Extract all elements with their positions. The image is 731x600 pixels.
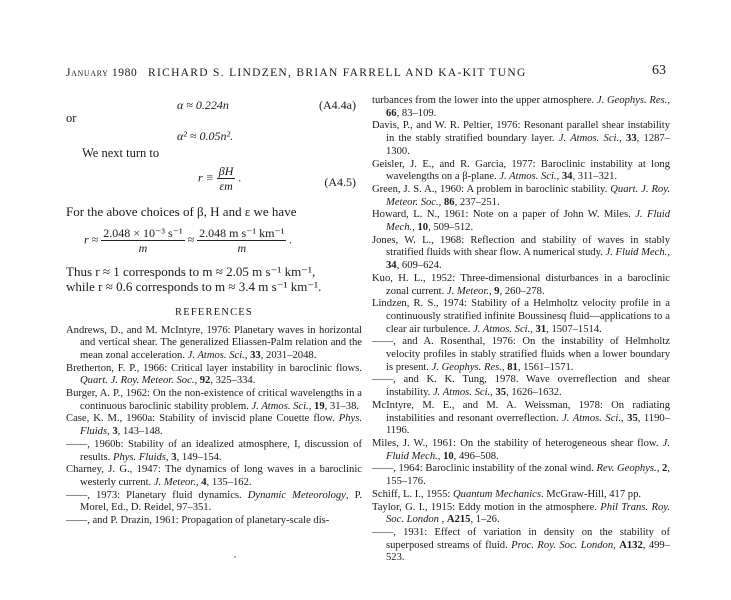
reference-fragment: Miles, J. W., 1961: On the stability of heterogeneous shear flow. — [372, 437, 663, 449]
reference-fragment: Phys. Fluids — [80, 413, 362, 438]
reference-fragment: , 149–154. — [176, 451, 222, 463]
reference-fragment: J. Geophys. Res. — [596, 95, 668, 106]
reference-fragment: , — [621, 412, 628, 424]
reference-fragment: , 155–176. — [386, 463, 670, 488]
reference-fragment: J. Atmos. Sci. — [432, 387, 491, 399]
equation-r-value-expr — [84, 226, 292, 255]
reference-entry — [372, 273, 670, 298]
equation-a4-5-fraction — [217, 164, 236, 193]
reference-entry — [66, 413, 362, 438]
reference-fragment: J. Meteor. — [153, 476, 196, 488]
reference-list-left — [66, 325, 362, 528]
reference-fragment: , P. Morel, Ed., D. Reidel, 97–351. — [80, 489, 362, 514]
equation-r-value-fraction-2 — [197, 226, 286, 255]
equation-a4-4a-number: (A4.4a) — [319, 98, 356, 112]
reference-fragment: , — [438, 514, 447, 526]
thus-line-1: Thus r ≈ 1 corresponds to m ≈ 2.05 m s⁻¹ km⁻¹, — [66, 263, 316, 279]
equation-r-value-denominator-2: m — [237, 240, 247, 255]
reference-fragment: J. Atmos. Sci. — [251, 400, 309, 412]
reference-entry — [372, 489, 670, 502]
reference-fragment: , — [412, 222, 418, 234]
reference-entry — [66, 325, 362, 363]
equation-a4-5-lhs: r ≡ — [198, 170, 214, 185]
reference-entry — [372, 159, 670, 184]
reference-entry — [372, 209, 670, 234]
reference-fragment: J. Atmos. Sci. — [558, 133, 620, 145]
reference-fragment: , — [556, 171, 562, 183]
equation-r-value-lhs: r ≈ — [84, 231, 99, 246]
reference-fragment: J. Meteor. — [446, 285, 489, 297]
reference-fragment: turbances from the lower into the upper atmosphere. — [372, 95, 597, 106]
reference-fragment: ——, 1931: Effect of variation in density on the stability of superposed streams of fluid. — [372, 526, 670, 551]
reference-fragment: ——, and A. Rosenthal, 1976: On the instability of Helmholtz velocity profiles in stably stratified fluids when a lower boundary is present. — [372, 336, 670, 373]
reference-fragment: , — [613, 539, 620, 551]
reference-fragment: , 260–278. — [499, 285, 545, 297]
equation-a4-5 — [66, 164, 362, 200]
reference-fragment: Quart. J. Roy. Meteor. Soc. — [386, 183, 670, 208]
reference-fragment: , 31–38. — [324, 400, 360, 412]
reference-fragment: A215 — [446, 514, 471, 526]
reference-entry — [372, 336, 670, 374]
reference-fragment: Schiff, L. I., 1955: — [372, 488, 454, 500]
reference-fragment: 86 — [443, 196, 455, 208]
reference-fragment: , — [530, 323, 536, 335]
reference-entry — [372, 120, 670, 158]
equation-r-value-numerator-2: 2.048 m s⁻¹ km⁻¹ — [199, 225, 285, 240]
reference-entry — [66, 363, 362, 388]
equation-a4-4a-expr: α ≈ 0.224n — [177, 98, 229, 112]
reference-entry — [372, 235, 670, 273]
reference-fragment: 35 — [495, 387, 507, 399]
reference-fragment: McIntyre, M. E., and M. A. Weissman, 1978: On radiating instabilities and resonant overreflection. — [372, 399, 670, 424]
reference-fragment: , 1626–1632. — [506, 387, 562, 399]
reference-fragment: 9 — [494, 285, 500, 297]
reference-fragment: 92 — [199, 375, 211, 387]
running-authors: RICHARD S. LINDZEN, BRIAN FARRELL AND KA-KIT TUNG — [148, 67, 527, 79]
reference-entry — [372, 298, 670, 336]
reference-fragment: 4 — [201, 476, 207, 488]
reference-fragment: Proc. Roy. Soc. London — [511, 539, 614, 551]
reference-fragment: ——, 1960b: Stability of an idealized atmosphere, I, discussion of results. — [66, 438, 362, 463]
reference-entry — [372, 400, 670, 438]
thus-line-2: while r ≈ 0.6 corresponds to m ≈ 3.4 m s⁻¹ km⁻¹. — [66, 279, 322, 294]
reference-fragment: , 2031–2048. — [260, 349, 317, 361]
reference-fragment: , — [488, 285, 495, 297]
reference-fragment: . McGraw-Hill, 417 pp. — [540, 488, 642, 500]
reference-fragment: Howard, L. N., 1961: Note on a paper of John W. Miles. — [372, 209, 636, 221]
reference-fragment: 10 — [417, 222, 429, 234]
reference-entry — [66, 515, 362, 528]
reference-fragment: , 1287–1300. — [386, 133, 671, 157]
reference-entry — [372, 527, 670, 565]
reference-entry — [66, 439, 362, 464]
reference-fragment: 34 — [561, 171, 573, 183]
reference-fragment: , 1507–1514. — [546, 323, 602, 335]
equation-a4-5-numerator: βH — [218, 164, 234, 178]
equation-r-value-period: . — [289, 231, 293, 246]
reference-fragment: Andrews, D., and M. McIntyre, 1976: Planetary waves in horizontal and vertical shear. The generalized Eliassen-Palm relation and the mean zonal acceleration. — [66, 324, 362, 361]
reference-entry — [372, 438, 670, 463]
references-heading: REFERENCES — [175, 306, 253, 318]
equation-r-value — [66, 224, 362, 264]
reference-fragment: 34 — [386, 260, 397, 272]
reference-fragment: , — [501, 361, 508, 373]
reference-entry — [372, 502, 670, 527]
or-word: or — [66, 111, 77, 125]
reference-fragment: , — [194, 375, 200, 387]
reference-fragment: 2 — [662, 463, 668, 475]
reference-fragment: , — [107, 426, 113, 438]
equation-r-value-approx: ≈ — [187, 231, 195, 246]
reference-fragment: J. Atmos. Sci. — [187, 349, 245, 361]
page-header — [66, 63, 666, 83]
reference-entry — [372, 95, 670, 120]
reference-fragment: 66 — [386, 107, 397, 119]
reference-fragment: 19 — [314, 400, 325, 412]
reference-fragment: , 1–26. — [470, 514, 500, 526]
reference-fragment: 33 — [250, 349, 261, 361]
reference-fragment: , 1561–1571. — [517, 361, 574, 373]
reference-fragment: , — [656, 463, 663, 475]
reference-fragment: Case, K. M., 1960a: Stability of inviscid plane Couette flow. — [66, 413, 339, 425]
reference-fragment: 10 — [443, 450, 454, 462]
reference-fragment: , 496–508. — [453, 450, 499, 462]
reference-fragment: Burger, A. P., 1962: On the non-existence of critical wavelengths in a continuous baroclinic stability problem. — [66, 388, 362, 412]
reference-fragment: Kuo, H. L., 1952: Three-dimensional disturbances in a baroclinic zonal current. — [372, 272, 670, 297]
reference-fragment: Phys. Fluids — [112, 451, 166, 463]
equation-r-value-numerator-1: 2.048 × 10⁻³ s⁻¹ — [103, 225, 183, 240]
reference-fragment: , — [308, 400, 315, 412]
reference-fragment: 81 — [507, 361, 518, 373]
reference-fragment: ——, 1964: Baroclinic instability of the zonal wind. — [372, 463, 597, 475]
left-column — [66, 95, 362, 528]
reference-fragment: , 609–624. — [396, 260, 442, 272]
reference-fragment: , 311–321. — [572, 171, 618, 183]
reference-fragment: J. Fluid Mech. — [386, 437, 670, 462]
page-number: 63 — [652, 63, 666, 78]
reference-fragment: , 499–523. — [386, 539, 671, 564]
equation-a4-4a — [66, 95, 362, 115]
reference-fragment: , 143–148. — [117, 426, 163, 438]
reference-fragment: Bretherton, F. P., 1966: Critical layer instability in baroclinic flows. — [66, 362, 362, 374]
reference-fragment: , 509–512. — [428, 222, 474, 234]
reference-fragment: Taylor, G. I., 1915: Eddy motion in the atmosphere. — [372, 501, 601, 513]
reference-fragment: J. Geophys. Res. — [431, 361, 502, 373]
reference-fragment: Dynamic Meteorology — [247, 489, 346, 501]
reference-entry — [372, 463, 670, 488]
reference-fragment: Rev. Geophys. — [596, 463, 657, 475]
equation-alpha-squared — [66, 122, 362, 146]
reference-entry — [372, 184, 670, 209]
reference-fragment: ——, and K. K. Tung, 1978. Wave overreflection and shear instability. — [372, 374, 670, 399]
reference-entry — [66, 388, 362, 413]
reference-fragment: A132 — [619, 539, 643, 551]
reference-fragment: J. Atmos. Sci. — [562, 412, 621, 424]
reference-fragment: , 237–251. — [454, 196, 500, 208]
reference-fragment: J. Atmos. Sci. — [499, 171, 557, 183]
reference-entry — [372, 374, 670, 399]
reference-fragment: , — [438, 196, 444, 208]
reference-fragment: , 325–334. — [210, 375, 256, 387]
reference-fragment: Lindzen, R. S., 1974: Stability of a Helmholtz velocity profile in a continuously stratified infinite Boussinesq fluid—applications to a clear air turbulence. — [372, 298, 670, 335]
equation-r-value-fraction-1 — [101, 226, 184, 255]
reference-fragment: Davis, P., and W. R. Peltier, 1976: Resonant parallel shear instability in the stably stratified boundary layer. — [372, 120, 670, 145]
equation-a4-5-period: . — [238, 170, 242, 185]
reference-fragment: , — [619, 133, 627, 145]
reference-fragment: ——, 1973: Planetary fluid dynamics. — [66, 489, 248, 501]
reference-fragment: Geisler, J. E., and R. Garcia, 1977: Baroclinic instability at long wavelengths on a β-plane. — [372, 158, 670, 183]
reference-fragment: , 83–109. — [396, 107, 437, 119]
next-turn-text: We next turn to — [82, 146, 160, 160]
reference-fragment: Green, J. S. A., 1960: A problem in baroclinic stability. — [372, 183, 611, 195]
reference-fragment: , — [667, 95, 670, 106]
right-column — [372, 95, 670, 565]
issue-month: January 1980 — [66, 67, 138, 79]
choices-text: For the above choices of β, H and ε we have — [66, 204, 297, 219]
reference-fragment: , — [437, 450, 444, 462]
reference-fragment: 35 — [627, 412, 638, 424]
reference-fragment: ——, and P. Drazin, 1961: Propagation of planetary-scale dis- — [66, 515, 330, 527]
reference-entry — [66, 490, 362, 515]
reference-fragment: 3 — [112, 426, 118, 438]
reference-fragment: , 1190–1196. — [386, 412, 670, 437]
reference-list-right — [372, 95, 670, 565]
reference-entry — [66, 464, 362, 489]
reference-fragment: Quantum Mechanics — [453, 488, 541, 500]
reference-fragment: , 135–162. — [206, 476, 252, 488]
equation-a4-5-denominator: εm — [219, 179, 233, 193]
reference-fragment: , — [165, 451, 172, 463]
reference-fragment: 3 — [171, 451, 177, 463]
reference-fragment: , — [195, 476, 202, 488]
reference-fragment: J. Fluid Mech. — [386, 209, 670, 234]
equation-r-value-denominator-1: m — [138, 240, 148, 255]
equation-a4-5-expr — [198, 164, 241, 193]
reference-fragment: 31 — [535, 323, 547, 335]
reference-fragment: Charney, J. G., 1947: The dynamics of long waves in a baroclinic westerly current. — [66, 464, 362, 488]
reference-fragment: Phil Trans. Roy. Soc. London — [386, 501, 671, 526]
reference-fragment: Quart. J. Roy. Meteor. Soc. — [80, 375, 195, 387]
stray-mark — [234, 556, 236, 558]
reference-fragment: Jones, W. L., 1968: Reflection and stability of waves in stably stratified fluids with shear flow. A numerical study. — [372, 234, 670, 259]
reference-fragment: , — [490, 387, 496, 399]
reference-fragment: , — [667, 247, 670, 259]
equation-alpha-squared-expr: α² ≈ 0.05n². — [177, 129, 234, 143]
reference-fragment: , — [244, 349, 251, 361]
reference-fragment: 33 — [626, 133, 637, 145]
reference-fragment: J. Fluid Mech. — [605, 247, 668, 259]
equation-a4-5-number: (A4.5) — [324, 175, 356, 189]
reference-fragment: J. Atmos. Sci. — [473, 323, 531, 335]
